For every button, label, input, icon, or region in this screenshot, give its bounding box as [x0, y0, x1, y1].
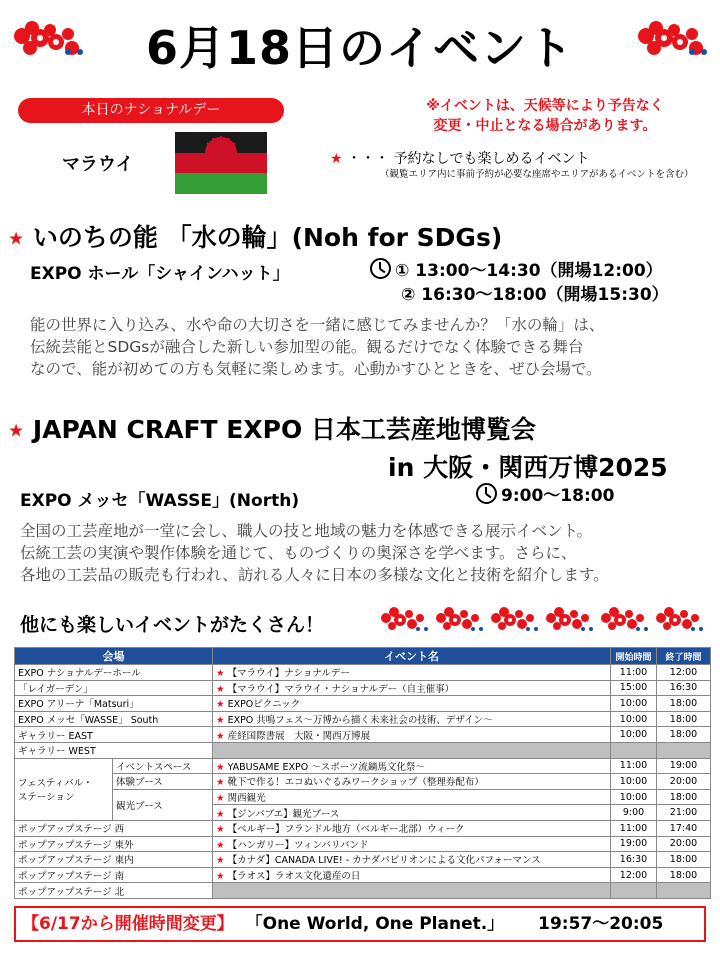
events-table [14, 647, 711, 899]
end-cell: 16:30 [657, 680, 711, 696]
schedule-change-banner [14, 906, 706, 942]
event1-venue: EXPO ホール「シャインハット」 [30, 264, 290, 284]
table-row [15, 665, 711, 681]
start-cell [611, 742, 657, 758]
table-row-empty [15, 883, 711, 899]
end-cell: 18:00 [657, 696, 711, 712]
end-cell: 18:00 [657, 727, 711, 743]
end-cell: 20:00 [657, 836, 711, 852]
legend-text: ・・・ 予約なしでも楽しめるイベント [347, 151, 590, 167]
sub-venue-cell: イベントスペース [113, 758, 213, 774]
table-header-row [15, 648, 711, 665]
event-name: EXPOピクニック [227, 699, 301, 711]
show-title: 「One World, One Planet.」 [245, 914, 505, 934]
end-cell [657, 883, 711, 899]
event2-venue: EXPO メッセ「WASSE」(North) [20, 491, 300, 511]
star-icon: ★ [216, 793, 225, 805]
country-name: マラウイ [62, 154, 134, 175]
star-icon: ★ [216, 839, 225, 851]
event-cell [213, 758, 611, 774]
end-cell: 17:40 [657, 820, 711, 836]
header-event: イベント名 [213, 648, 611, 665]
malawi-flag [175, 132, 267, 194]
table-row [15, 711, 711, 727]
table-row [15, 774, 711, 790]
start-cell: 19:00 [611, 836, 657, 852]
venue-cell: ポップアップステージ 南 [15, 867, 213, 883]
page-title: 6月18日のイベント [145, 21, 575, 75]
start-cell: 9:00 [611, 805, 657, 821]
event2-description [20, 520, 609, 586]
start-cell [611, 883, 657, 899]
notice-line-1: ※イベントは、天候等により予告なく [426, 98, 664, 114]
event-name: EXPO 共鳴フェス～万博から描く未来社会の技術、デザイン～ [227, 715, 493, 727]
star-icon: ★ [216, 824, 225, 836]
event-cell [213, 696, 611, 712]
venue-cell: EXPO アリーナ「Matsuri」 [15, 696, 213, 712]
venue-cell-festival [15, 758, 113, 820]
event2-time: 9:00～18:00 [501, 486, 615, 506]
legend-note: （観覧エリア内に事前予約が必要な座席やエリアがあるイベントを含む） [380, 169, 694, 180]
star-icon: ★ [216, 730, 225, 742]
event-cell [213, 789, 611, 805]
event-cell [213, 820, 611, 836]
end-cell: 18:00 [657, 711, 711, 727]
legend [330, 148, 589, 168]
end-cell: 12:00 [657, 665, 711, 681]
notice-line-2: 変更・中止となる場合があります。 [433, 118, 657, 134]
start-cell: 16:30 [611, 852, 657, 868]
event-name: 【カナダ】CANADA LIVE! - カナダパビリオンによる文化パフォーマンス [227, 855, 541, 867]
end-cell: 19:00 [657, 758, 711, 774]
table-row [15, 789, 711, 805]
table-row [15, 696, 711, 712]
schedule-change-label: 【6/17から開催時間変更】 [22, 914, 234, 934]
end-cell: 20:00 [657, 774, 711, 790]
table-row [15, 852, 711, 868]
star-icon: ★ [216, 777, 225, 789]
start-cell: 11:00 [611, 820, 657, 836]
event-cell [213, 774, 611, 790]
venue-cell: ポップアップステージ 東外 [15, 836, 213, 852]
venue-cell: 「レイガーデン」 [15, 680, 213, 696]
sub-venue-cell: 体験ブース [113, 774, 213, 790]
sub-venue-cell: 観光ブース [113, 789, 213, 820]
event-cell [213, 805, 611, 821]
event2-desc-line: 伝統工芸の実演や製作体験を通じて、ものづくりの奥深さを学べます。さらに、 [20, 544, 577, 562]
event-name: 産経国際書展 大阪・関西万博展 [227, 730, 371, 742]
event-cell [213, 711, 611, 727]
venue-cell: EXPO ナショナルデーホール [15, 665, 213, 681]
event1-title: いのちの能 「水の輪」(Noh for SDGs) [32, 223, 503, 252]
event1-title-row [8, 218, 502, 254]
star-icon: ★ [216, 808, 225, 820]
event2-desc-line: 全国の工芸産地が一堂に会し、職人の技と地域の魅力を体感できる展示イベント。 [20, 522, 593, 540]
start-cell: 10:00 [611, 774, 657, 790]
star-icon: ★ [216, 699, 225, 711]
venue-cell: EXPO メッセ「WASSE」 South [15, 711, 213, 727]
star-icon: ★ [8, 420, 25, 442]
table-row-empty [15, 742, 711, 758]
event1-time-2: ② 16:30～18:00（開場15:30） [401, 285, 669, 305]
table-row [15, 727, 711, 743]
star-icon: ★ [216, 855, 225, 867]
start-cell: 15:00 [611, 680, 657, 696]
clock-icon [370, 258, 391, 279]
show-time: 19:57～20:05 [538, 914, 664, 934]
table-row [15, 758, 711, 774]
start-cell: 11:00 [611, 758, 657, 774]
start-cell: 10:00 [611, 711, 657, 727]
start-cell: 11:00 [611, 665, 657, 681]
national-day-label: 本日のナショナルデー [18, 98, 284, 123]
table-row [15, 836, 711, 852]
venue-cell: ポップアップステージ 西 [15, 820, 213, 836]
star-icon: ★ [216, 715, 225, 727]
event2-title-line2: in 大阪・関西万博2025 [388, 453, 668, 482]
event-name: 関西観光 [227, 793, 266, 805]
end-cell: 18:00 [657, 852, 711, 868]
header-end: 終了時間 [657, 648, 711, 665]
event1-times [370, 258, 669, 307]
event-name: 【マラウイ】マラウイ・ナショナルデー（自主催事） [227, 683, 455, 695]
star-icon: ★ [330, 151, 343, 167]
event-cell [213, 883, 611, 899]
event2-title-row [8, 410, 536, 446]
event-cell [213, 836, 611, 852]
event-cell [213, 665, 611, 681]
end-cell: 18:00 [657, 867, 711, 883]
venue-line: ステーション [18, 792, 75, 804]
table-row [15, 680, 711, 696]
table-row [15, 867, 711, 883]
event-cell [213, 680, 611, 696]
event-name: 【ハンガリー】ツィンバリバンド [227, 839, 369, 851]
others-heading: 他にも楽しいイベントがたくさん！ [20, 614, 325, 636]
star-icon: ★ [216, 683, 225, 695]
event-name: 靴下で作る！エコぬいぐるみワークショップ（整理券配布） [227, 777, 484, 789]
event1-description [30, 314, 604, 380]
end-cell [657, 742, 711, 758]
event1-desc-line: なので、能が初めての方も気軽に楽しめます。心動かすひとときを、ぜひ会場で。 [30, 360, 602, 378]
start-cell: 10:00 [611, 696, 657, 712]
event-cell [213, 727, 611, 743]
end-cell: 18:00 [657, 789, 711, 805]
event-cell [213, 742, 611, 758]
start-cell: 12:00 [611, 867, 657, 883]
star-icon: ★ [8, 228, 25, 250]
start-cell: 10:00 [611, 727, 657, 743]
event2-time-row [476, 483, 614, 508]
header-start: 開始時間 [611, 648, 657, 665]
event1-desc-line: 能の世界に入り込み、水や命の大切さを一緒に感じてみませんか？「水の輪」は、 [30, 316, 605, 334]
star-icon: ★ [216, 871, 225, 883]
table-row [15, 820, 711, 836]
event2-title-line1: JAPAN CRAFT EXPO 日本工芸産地博覧会 [32, 415, 536, 444]
star-icon: ★ [216, 668, 225, 680]
event2-desc-line: 各地の工芸品の販売も行われ、訪れる人々に日本の多様な文化と技術を紹介します。 [20, 566, 609, 584]
venue-line: フェスティバル・ [18, 778, 93, 790]
event-cell [213, 852, 611, 868]
event1-desc-line: 伝統芸能とSDGsが融合した新しい参加型の能。観るだけでなく体験できる舞台 [30, 338, 584, 356]
start-cell: 10:00 [611, 789, 657, 805]
event-name: 【ジンバブエ】観光ブース [227, 808, 340, 820]
expo-logo-row [378, 604, 710, 636]
event-name: YABUSAME EXPO ～スポーツ流鏑馬文化祭～ [227, 761, 425, 773]
event-name: 【ラオス】ラオス文化遺産の日 [227, 871, 361, 883]
event-name: 【マラウイ】ナショナルデー [227, 668, 350, 680]
event1-time-1: ① 13:00～14:30（開場12:00） [395, 261, 663, 281]
header-venue: 会場 [15, 648, 213, 665]
venue-cell: ポップアップステージ 北 [15, 883, 213, 899]
event-name: 【ベルギー】フランドル地方（ベルギー北部）ウィーク [227, 824, 465, 836]
end-cell: 21:00 [657, 805, 711, 821]
venue-cell: ギャラリー EAST [15, 727, 213, 743]
event-cell [213, 867, 611, 883]
venue-cell: ポップアップステージ 東内 [15, 852, 213, 868]
venue-cell: ギャラリー WEST [15, 742, 213, 758]
weather-notice [370, 96, 720, 136]
star-icon: ★ [216, 761, 225, 773]
clock-icon [476, 483, 497, 504]
